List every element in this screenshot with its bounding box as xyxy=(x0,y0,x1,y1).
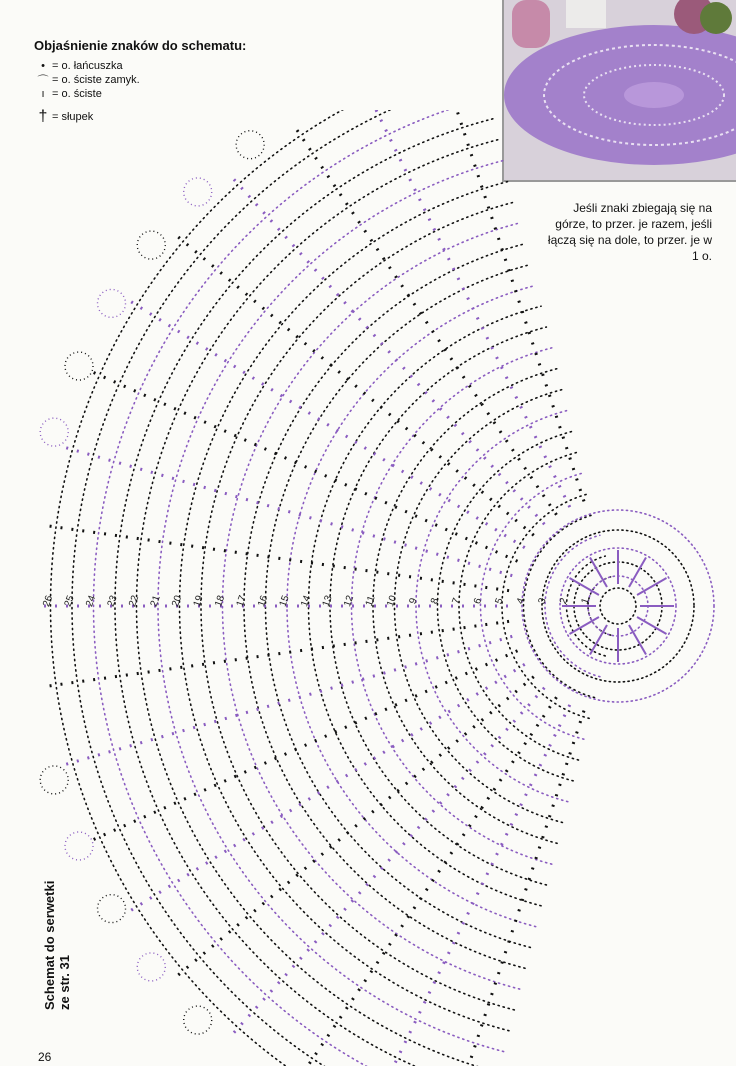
center-motif-spoke xyxy=(570,578,599,595)
round-number-label: 22 xyxy=(127,594,142,609)
round-number-label: 21 xyxy=(148,594,163,609)
chart-stitch-spoke xyxy=(65,448,512,576)
chart-rings xyxy=(40,110,714,1066)
round-number-label: 17 xyxy=(234,594,249,609)
legend-item-label: = słupek xyxy=(52,111,94,123)
round-number-label: 11 xyxy=(363,594,378,608)
legend-item-label: = o. łańcuszka xyxy=(52,60,123,72)
round-number-label: 7 xyxy=(450,596,463,606)
chart-stitch-spoke xyxy=(233,179,544,525)
round-number-label: 25 xyxy=(62,594,77,609)
chart-round-arc xyxy=(51,110,477,1066)
border-picot-loop xyxy=(184,178,212,206)
chart-round-arc xyxy=(459,452,578,760)
chart-stitch-spoke xyxy=(233,688,544,1034)
round-number-label: 26 xyxy=(41,594,56,609)
round-numbers xyxy=(41,594,592,609)
dagger-symbol-icon: † xyxy=(38,108,48,125)
arc-symbol-icon: ⌒ xyxy=(37,75,49,87)
chain-symbol-icon: • xyxy=(41,60,45,72)
center-motif-spoke xyxy=(637,578,666,595)
border-picot-loop xyxy=(98,289,126,317)
center-motif-spoke xyxy=(629,625,646,654)
round-number-label: 6 xyxy=(472,596,485,606)
round-number-label: 9 xyxy=(407,596,420,606)
chart-stitch-spoke xyxy=(49,621,509,686)
chart-stitch-spoke xyxy=(440,711,584,1066)
legend-item-chain xyxy=(34,59,334,73)
chart-round-arc xyxy=(136,140,498,1066)
round-number-label: 4 xyxy=(515,596,528,606)
chart-stitch-spoke xyxy=(296,697,556,1066)
center-motif-spoke xyxy=(590,625,607,654)
border-picot-loop xyxy=(236,131,264,159)
chart-round-arc xyxy=(115,119,493,1066)
center-motif-spoke xyxy=(629,558,646,587)
chart-stitch-spoke xyxy=(440,110,584,501)
bar-symbol-icon: ı xyxy=(41,88,45,100)
round-number-label: 8 xyxy=(429,596,442,606)
chart-stitch-spoke xyxy=(130,664,524,910)
page-number: 26 xyxy=(38,1050,52,1064)
legend-title: Objaśnienie znaków do schematu: xyxy=(34,38,247,53)
border-picot-loop xyxy=(98,895,126,923)
border-picot-loop xyxy=(65,832,93,860)
side-label-line2: ze str. 31 xyxy=(57,955,72,1010)
chart-stitch-spoke xyxy=(366,705,570,1066)
legend-item-slip-stitch xyxy=(34,87,334,101)
center-motif-spoke xyxy=(570,617,599,634)
crochet-chart xyxy=(0,110,736,1066)
center-motif-spoke xyxy=(590,558,607,587)
border-picot-loop xyxy=(65,352,93,380)
legend-item-slip-stitch-close xyxy=(34,73,334,87)
side-label-line1: Schemat do serwetki xyxy=(42,880,57,1010)
round-number-label: 10 xyxy=(385,594,400,609)
round-number-label: 12 xyxy=(342,594,357,609)
round-number-label: 2 xyxy=(558,596,571,606)
round-number-label: 13 xyxy=(320,594,335,609)
chart-stitch-spoke xyxy=(366,110,570,507)
border-picot-loop xyxy=(40,418,68,446)
chart-stitch-spoke xyxy=(296,129,556,515)
chart-round-arc xyxy=(72,110,485,1066)
round-number-label: 14 xyxy=(299,594,314,609)
round-number-label: 23 xyxy=(105,594,120,609)
round-number-label: 24 xyxy=(84,594,99,609)
border-picot-loop xyxy=(40,766,68,794)
round-number-label: 18 xyxy=(213,594,228,609)
round-number-label: 3 xyxy=(536,596,549,606)
legend-item-label: = o. ściste zamyk. xyxy=(52,74,140,86)
chart-round-arc xyxy=(373,369,557,844)
center-motif-spoke xyxy=(637,617,666,634)
legend-item-label: = o. ściste xyxy=(52,88,102,100)
center-motif-ring xyxy=(588,576,648,636)
round-number-label: 16 xyxy=(256,594,271,609)
round-number-label: 20 xyxy=(170,594,185,609)
chart-round-arc xyxy=(201,202,514,1010)
chart-stitch-spoke xyxy=(49,526,509,591)
round-number-label: 15 xyxy=(277,594,292,609)
center-motif-ring xyxy=(600,588,636,624)
border-picot-loop xyxy=(184,1006,212,1034)
border-picot-loop xyxy=(137,953,165,981)
stitch-note: Jeśli znaki zbiegają się na górze, to przer. je razem, jeśli łączą się na dole, to przer. je w 1 o. xyxy=(547,201,712,263)
round-number-label: 5 xyxy=(493,596,506,606)
round-number-label: 19 xyxy=(191,594,206,609)
border-picot-loop xyxy=(137,231,165,259)
round-number-label: 1 xyxy=(579,596,592,606)
